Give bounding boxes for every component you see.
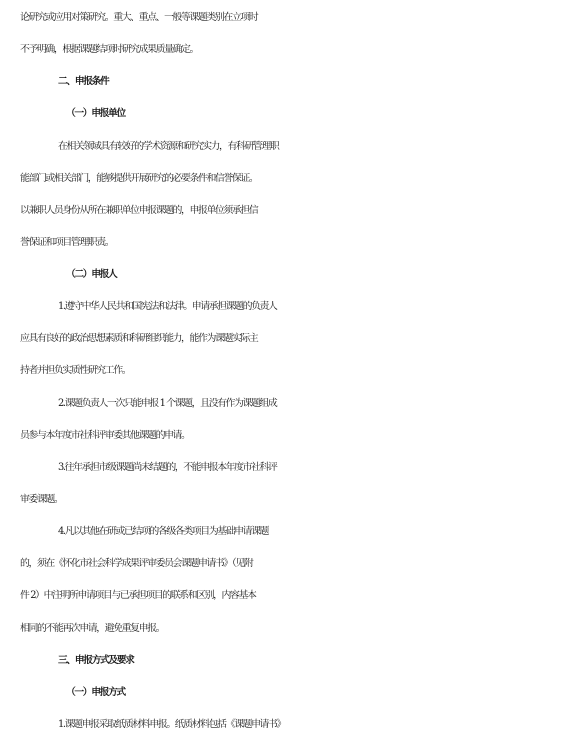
paragraph-line: 1.遵守中华人民共和国宪法和法律。申请承担课题的负责人 — [58, 301, 277, 312]
paragraph-line: 不予明确，根据课题结项时研究成果质量确定。 — [20, 44, 198, 55]
section-heading: 三、申报方式及要求 — [58, 655, 134, 666]
subsection-heading: （一）申报单位 — [66, 108, 125, 119]
paragraph-line: 以兼职人员身份从所在兼职单位申报课题的，申报单位须承担信 — [20, 205, 258, 216]
paragraph-line: 相同的不能再次申请，避免重复申报。 — [20, 623, 165, 634]
paragraph-line: 审委课题。 — [20, 494, 63, 505]
paragraph-line: 持者并担负实质性研究工作。 — [20, 365, 131, 376]
paragraph-line: 员参与本年度市社科评审委其他课题的申请。 — [20, 430, 190, 441]
paragraph-line: 件 2）中注明所申请项目与已承担项目的联系和区别，内容基本 — [20, 590, 256, 601]
paragraph-line: 在相关领域具有较好的学术资源和研究实力，有科研管理职 — [58, 141, 279, 152]
paragraph-line: 1.课题申报采取纸质材料申报。纸质材料包括《课题申请书》 — [58, 719, 285, 730]
subsection-heading: （二）申报人 — [66, 269, 117, 280]
paragraph-line: 2.课题负责人一次只能申报 1 个课题，且没有作为课题组成 — [58, 398, 277, 409]
subsection-heading: （一）申报方式 — [66, 687, 125, 698]
paragraph-line: 的，须在《怀化市社会科学成果评审委员会课题申请书》（见附 — [20, 558, 253, 569]
paragraph-line: 誉保证和项目管理职责。 — [20, 237, 114, 248]
paragraph-line: 能部门或相关部门，能够提供开展研究的必要条件和信誉保证。 — [20, 173, 258, 184]
paragraph-line: 3.往年承担市级课题尚未结题的，不能申报本年度市社科评 — [58, 462, 277, 473]
paragraph-line: 论研究或应用对策研究。重大、重点、一般等课题类别在立项时 — [20, 12, 258, 23]
paragraph-line: 4.凡以其他在研或已结项的各级各类项目为基础申请课题 — [58, 526, 269, 537]
section-heading: 二、申报条件 — [58, 76, 109, 87]
paragraph-line: 应具有良好的政治思想素质和科研组织能力，能作为课题实际主 — [20, 333, 258, 344]
